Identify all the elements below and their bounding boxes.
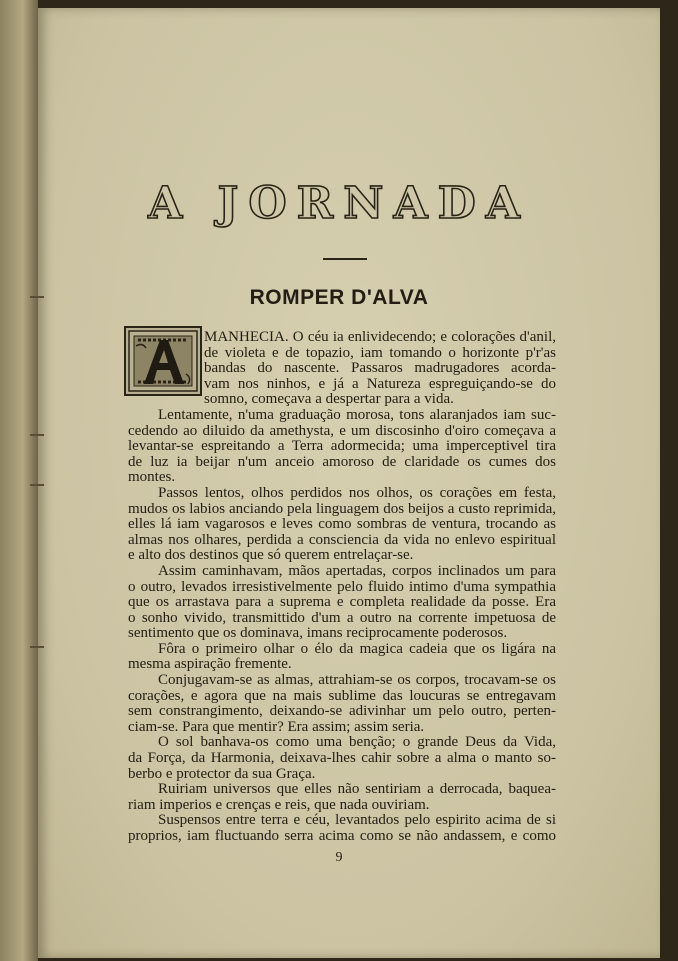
- text-line: proprios, iam fluctuando serra acima como se não andassem, e como: [128, 829, 556, 844]
- section-title: ROMPER D'ALVA: [249, 286, 429, 309]
- text-line: levantar-se espreitando a Terra adormecida; uma imperceptivel tira: [128, 439, 556, 455]
- text-line: almas nos olhares, perdida a consciencia da vida no enlevo espiritual: [128, 532, 556, 548]
- text-line: elles lá iam vagarosos e leves como sombras de ventura, trocando as: [128, 517, 556, 533]
- text-line: o outro, levados irresistivelmente pelo fluido intimo d'uma sympathia: [128, 579, 556, 595]
- binding-thread-mark: [30, 646, 44, 648]
- text-line: Assim caminhavam, mãos apertadas, corpos inclinados um para: [158, 563, 556, 579]
- text-line: sem constrangimento, deixando-se adivinhar um pelo outro, perten-: [128, 704, 556, 720]
- body-text: [128, 330, 556, 845]
- text-line: da Força, da Harmonia, deixava-lhes cahir sobre a alma o manto so-: [128, 751, 556, 767]
- text-line: Passos lentos, olhos perdidos nos olhos, os corações em festa,: [158, 485, 556, 501]
- text-line: montes.: [128, 470, 176, 486]
- text-line: Fôra o primeiro olhar o élo da magica cadeia que os ligára na: [158, 641, 556, 657]
- text-line: sentimento que os dominava, imans reciprocamente poderosos.: [128, 626, 508, 642]
- text-line: e alto dos destinos que só querem entrelaçar-se.: [128, 548, 414, 564]
- text-line: vam nos ninhos, e já a Natureza espreguiçando-se do: [204, 376, 556, 392]
- text-line: o sonho vivido, transmittido d'um a outro na corrente impetuosa de: [128, 610, 556, 626]
- text-line: mesma aspiração fremente.: [128, 657, 292, 673]
- text-line: cedendo ao diluido da amethysta, e um discosinho d'oiro começava a: [128, 423, 556, 439]
- text-line: MANHECIA. O céu ia enlividecendo; e colorações d'anil,: [204, 330, 556, 345]
- text-line: ciam-se. Para que mentir? Era assim; assim seria.: [128, 719, 425, 735]
- binding-thread-mark: [30, 434, 44, 436]
- title-rule: [323, 258, 367, 260]
- text-line: de luz ia beijar n'um anceio amoroso de claridade os cumes dos: [128, 454, 556, 470]
- text-line: corações, e agora que na mais sublime das loucuras se entregavam: [128, 688, 556, 704]
- text-line: que os arrastava para a suprema e completa realidade da posse. Era: [128, 595, 556, 611]
- text-line: Suspensos entre terra e céu, levantados pelo espirito acima de si: [158, 813, 556, 829]
- text-line: Lentamente, n'uma graduação morosa, tons alaranjados iam suc-: [158, 407, 556, 423]
- chapter-title: A JORNADA: [148, 178, 530, 229]
- text-line: de violeta e de topazio, iam tomando o horizonte p'r'as: [204, 345, 556, 361]
- previous-page-edge: [0, 0, 38, 961]
- page-number: 9: [335, 850, 343, 865]
- text-line: Ruiriam universos que elles não sentiriam a derrocada, baquea-: [158, 782, 556, 798]
- text-line: riam imperios e crenças e reis, que nada ouviriam.: [128, 797, 430, 813]
- text-line: berbo e protector da sua Graça.: [128, 766, 316, 782]
- text-line: mudos os labios anciando pela linguagem dos beijos a custo reprimida,: [128, 501, 556, 517]
- text-line: Conjugavam-se as almas, attrahiam-se os corpos, trocavam-se os: [158, 673, 556, 689]
- text-line: bandas do nascente. Passaros madrugadores acorda-: [204, 361, 556, 377]
- binding-thread-mark: [30, 484, 44, 486]
- text-line: somno, começava a despertar para a vida.: [204, 392, 454, 408]
- text-line: O sol banhava-os como uma benção; o grande Deus da Vida,: [158, 735, 556, 751]
